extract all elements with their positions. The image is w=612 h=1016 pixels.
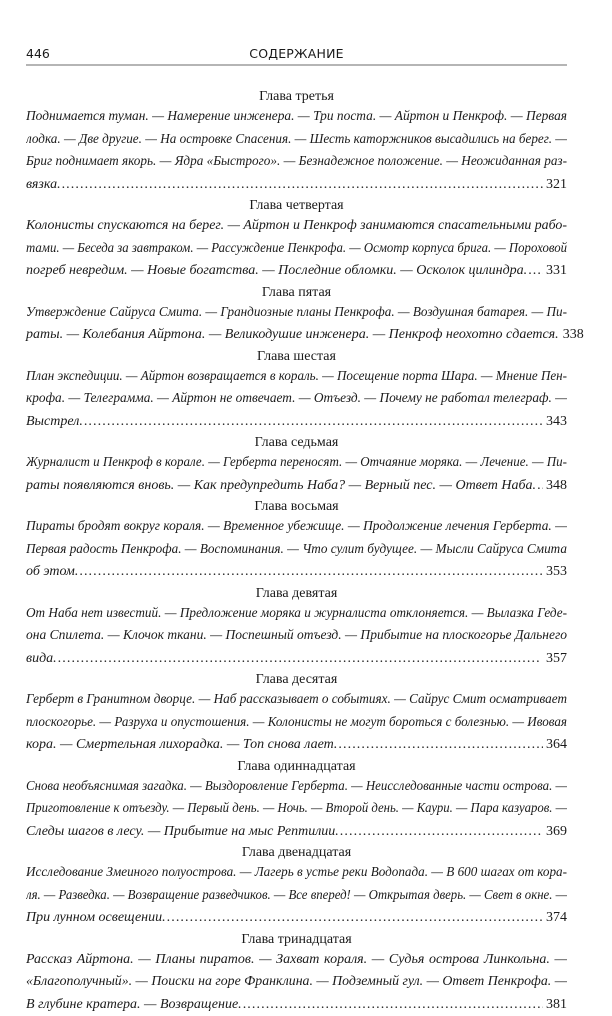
toc-entry-line: тами. — Беседа за завтраком. — Рассуждение Пенкрофа. — Осмотр корпуса брига. — Пороховой: [26, 238, 567, 261]
toc-entry-last-line: [26, 260, 567, 283]
dot-leader: [84, 411, 543, 434]
chapter-heading: Глава двенадцатая: [26, 843, 567, 862]
toc-entry-last-line: [26, 648, 567, 671]
toc-entry[interactable]: [26, 106, 567, 196]
page-reference[interactable]: 369: [546, 821, 567, 844]
chapter-heading: Глава пятая: [26, 283, 567, 302]
toc-entry-line: От Наба нет известий. — Предложение моряка и журналиста отклоняется. — Вылазка Геде-: [26, 603, 567, 626]
toc-entry-last-line: [26, 734, 567, 757]
dot-leader: [340, 821, 543, 844]
toc-entry[interactable]: [26, 516, 567, 584]
table-of-contents: [26, 87, 567, 1016]
toc-entry-line: вязка.: [26, 174, 61, 197]
toc-entry-line: об этом.: [26, 561, 78, 584]
toc-entry[interactable]: [26, 366, 567, 434]
toc-entry[interactable]: [26, 452, 567, 497]
toc-entry-last-line: [26, 174, 567, 197]
page-reference[interactable]: 381: [546, 994, 567, 1016]
toc-entry-line: Первая радость Пенкрофа. — Воспоминания. — Что сулит будущее. — Мысли Сайруса Смита: [26, 539, 567, 562]
chapter-heading: Глава одиннадцатая: [26, 757, 567, 776]
toc-entry-last-line: [26, 411, 567, 434]
toc-entry-last-line: [26, 994, 567, 1016]
toc-entry-line: погреб невредим. — Новые богатства. — Последние обломки. — Осколок цилиндра.: [26, 260, 527, 283]
toc-entry-line: плоскогорье. — Разруха и опустошения. — Колонисты не могут бороться с болезнью. — Ивовая: [26, 712, 567, 735]
page-reference[interactable]: 357: [546, 648, 567, 671]
book-page: [26, 46, 567, 1016]
dot-leader: [58, 648, 543, 671]
toc-entry-line: лодка. — Две другие. — На островке Спасения. — Шесть каторжников высадились на берег. —: [26, 129, 567, 152]
chapter-heading: Глава четвертая: [26, 196, 567, 215]
page-reference[interactable]: 348: [546, 475, 567, 498]
toc-entry-line: кора. — Смертельная лихорадка. — Топ снова лает.: [26, 734, 337, 757]
toc-entry-last-line: [26, 475, 567, 498]
toc-entry-line: раты появляются вновь. — Как предупредить Наба? — Верный пес. — Ответ Наба.: [26, 475, 536, 498]
toc-entry-line: Журналист и Пенкроф в корале. — Герберта переносят. — Отчаяние моряка. — Лечение. — Пи-: [26, 452, 567, 475]
toc-entry-last-line: [26, 907, 567, 930]
dot-leader: [79, 561, 543, 584]
toc-entry-line: Следы шагов в лесу. — Прибытие на мыс Рептилии.: [26, 821, 339, 844]
toc-entry[interactable]: [26, 603, 567, 671]
toc-entry[interactable]: [26, 862, 567, 930]
section-title: СОДЕРЖАНИЕ: [26, 46, 567, 61]
dot-leader: [338, 734, 543, 757]
chapter-heading: Глава седьмая: [26, 433, 567, 452]
dot-leader: [537, 475, 543, 498]
toc-entry-line: Колонисты спускаются на берег. — Айртон и Пенкроф занимаются спасательными рабо-: [26, 215, 567, 238]
page-number: 446: [26, 46, 50, 61]
toc-entry-line: она Спилета. — Клочок ткани. — Поспешный отъезд. — Прибытие на плоскогорье Дальнего: [26, 625, 567, 648]
dot-leader: [167, 907, 543, 930]
toc-entry-line: Выстрел.: [26, 411, 83, 434]
toc-entry-line: Поднимается туман. — Намерение инженера. — Три поста. — Айртон и Пенкроф. — Первая: [26, 106, 567, 129]
toc-entry[interactable]: [26, 302, 567, 347]
toc-entry[interactable]: [26, 949, 567, 1016]
toc-entry-line: План экспедиции. — Айртон возвращается в кораль. — Посещение порта Шара. — Мнение Пен-: [26, 366, 567, 389]
toc-entry-line: Герберт в Гранитном дворце. — Наб рассказывает о событиях. — Сайрус Смит осматривает: [26, 689, 567, 712]
page-reference[interactable]: 321: [546, 174, 567, 197]
dot-leader: [528, 260, 543, 283]
chapter-heading: Глава девятая: [26, 584, 567, 603]
toc-entry-line: Приготовление к отъезду. — Первый день. — Ночь. — Второй день. — Каури. — Пара казуаров. —: [26, 798, 567, 821]
toc-entry-last-line: [26, 561, 567, 584]
page-reference[interactable]: 374: [546, 907, 567, 930]
toc-entry-line: В глубине кратера. — Возвращение.: [26, 994, 242, 1016]
toc-entry-last-line: [26, 821, 567, 844]
toc-entry-line: ля. — Разведка. — Возвращение разведчиков. — Все вперед! — Открытая дверь. — Свет в окне. —: [26, 885, 567, 908]
page-reference[interactable]: 343: [546, 411, 567, 434]
toc-entry-line: Бриг поднимает якорь. — Ядра «Быстрого». — Безнадежное положение. — Неожиданная раз-: [26, 151, 567, 174]
chapter-heading: Глава десятая: [26, 670, 567, 689]
toc-entry[interactable]: [26, 689, 567, 757]
page-reference[interactable]: 364: [546, 734, 567, 757]
toc-entry-line: «Благополучный». — Поиски на горе Франклина. — Подземный гул. — Ответ Пенкрофа. —: [26, 971, 567, 994]
toc-entry-line: крофа. — Телеграмма. — Айртон не отвечает. — Отъезд. — Почему не работал телеграф. —: [26, 388, 567, 411]
page-reference[interactable]: 331: [546, 260, 567, 283]
toc-entry-line: Пираты бродят вокруг кораля. — Временное убежище. — Продолжение лечения Герберта. —: [26, 516, 567, 539]
chapter-heading: Глава восьмая: [26, 497, 567, 516]
toc-entry-line: Исследование Змеиного полуострова. — Лагерь в устье реки Водопада. — В 600 шагах от кора-: [26, 862, 567, 885]
toc-entry[interactable]: [26, 215, 567, 283]
dot-leader: [243, 994, 543, 1016]
toc-entry-line: При лунном освещении.: [26, 907, 166, 930]
toc-entry-line: раты. — Колебания Айртона. — Великодушие инженера. — Пенкроф неохотно сдается.: [26, 324, 559, 347]
toc-entry-line: Рассказ Айртона. — Планы пиратов. — Захват кораля. — Судья острова Линкольна. —: [26, 949, 567, 972]
dot-leader: [62, 174, 543, 197]
toc-entry-line: вида.: [26, 648, 57, 671]
toc-entry-last-line: [26, 324, 567, 347]
chapter-heading: Глава шестая: [26, 347, 567, 366]
page-reference[interactable]: 338: [563, 324, 584, 347]
chapter-heading: Глава тринадцатая: [26, 930, 567, 949]
toc-entry-line: Снова необъяснимая загадка. — Выздоровление Герберта. — Неисследованные части острова. —: [26, 776, 567, 799]
toc-entry-line: Утверждение Сайруса Смита. — Грандиозные планы Пенкрофа. — Воздушная батарея. — Пи-: [26, 302, 567, 325]
chapter-heading: Глава третья: [26, 87, 567, 106]
running-head: [26, 46, 567, 66]
page-reference[interactable]: 353: [546, 561, 567, 584]
toc-entry[interactable]: [26, 776, 567, 844]
